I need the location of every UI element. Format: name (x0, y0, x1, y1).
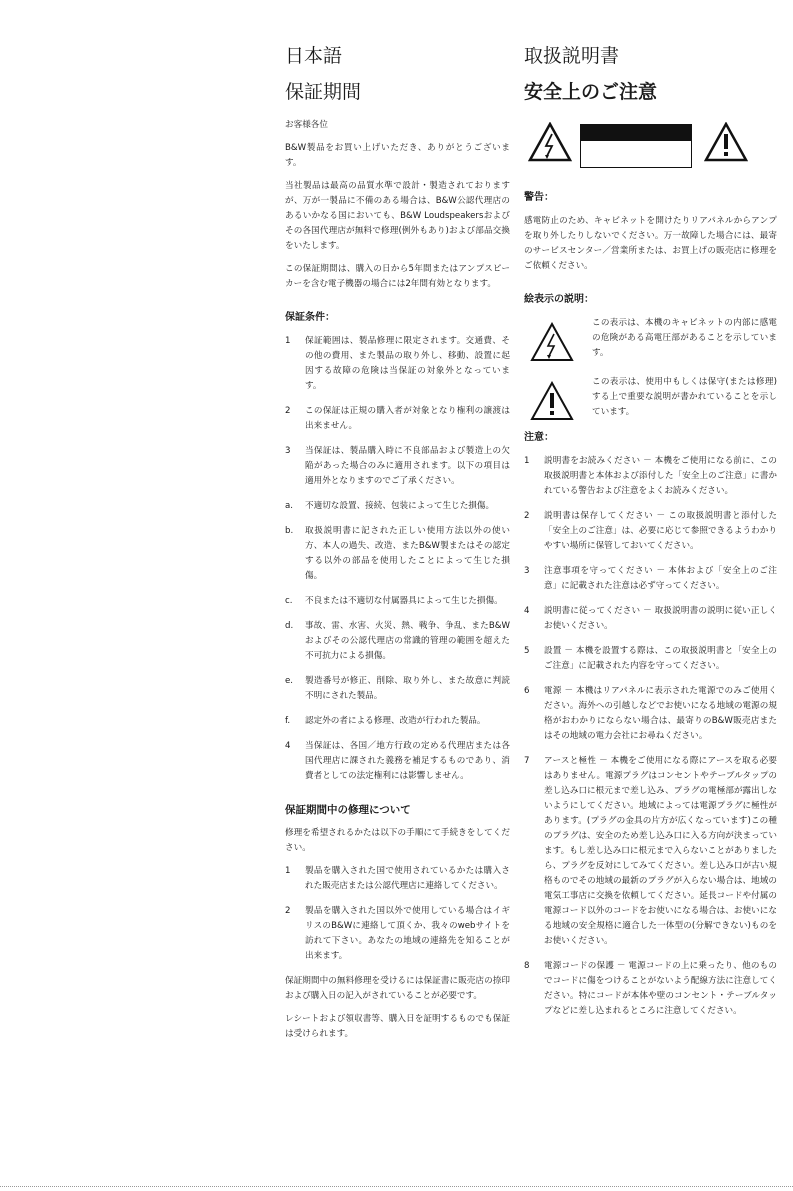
caution-item (524, 684, 777, 744)
repair-list (285, 864, 510, 964)
caution-item-number: 2 (524, 511, 530, 521)
caution-item-text: 電源コードの保護 － 電源コードの上に乗ったり、他のものでコードに傷をつけることがないよう配線方法に注意してください。特にコードが本体や壁のコンセント・テーブルタップなどに差し込まれるところに注意してください。 (544, 961, 777, 1016)
caution-item (524, 959, 777, 1019)
left-column (285, 44, 510, 1050)
caution-list (524, 454, 777, 1019)
condition-item-text: この保証は正規の購入者が対象となり権利の譲渡は出来ません。 (305, 406, 510, 431)
caution-item (524, 454, 777, 499)
condition-item (285, 524, 510, 584)
condition-item-text: 取扱説明書に記された正しい使用方法以外の使い方、本人の過失、改造、またB&W製またはその認定する以外の部品を使用したことによって生じた損傷。 (305, 526, 510, 581)
caution-item (524, 509, 777, 554)
repair-note-1: 保証期間中の無料修理を受けるには保証書に販売店の捺印および購入日の記入がされていることが必要です。 (285, 976, 510, 1001)
caution-item-text: 説明書に従ってください － 取扱説明書の説明に従い正しくお使いください。 (544, 606, 777, 631)
safety-title: 安全上のご注意 (524, 81, 658, 103)
exclamation-warning-icon (704, 122, 748, 166)
repair-item-text: 製品を購入された国以外で使用している場合はイギリスのB&Wに連絡して頂くか、我々のwebサイトを訪れて下さい。あなたの地域の連絡先を知ることが出来ます。 (305, 906, 510, 961)
symbol-bolt-row (524, 316, 777, 361)
page-footer-rule (0, 1185, 793, 1187)
caution-item-text: 説明書をお読みください － 本機をご使用になる前に、この取扱説明書と本体および添付した「安全上のご注意」に書かれている警告および注意をよくお読みください。 (544, 456, 777, 496)
period-paragraph: この保証期間は、購入の日から5年間またはアンプスピーカーを含む電子機器の場合には2年間有効となります。 (285, 264, 510, 289)
caution-item-text: 電源 － 本機はリアパネルに表示された電源でのみご使用ください。海外への引越しなどでお使いになる地域の電源の規格がおわかりにならない場合は、最寄りのB&W販売店またはその地域の電力会社にお尋ねください。 (544, 686, 777, 741)
caution-item-text: 注意事項を守ってください － 本体および「安全上のご注意」に記載された注意は必ず守ってください。 (544, 566, 777, 591)
exclamation-symbol-icon (530, 381, 574, 425)
caution-item (524, 604, 777, 634)
greeting: お客様各位 (285, 120, 328, 130)
lightning-symbol-icon (530, 322, 574, 366)
condition-item-text: 不適切な設置、接続、包装によって生じた損傷。 (305, 501, 495, 511)
condition-item (285, 739, 510, 784)
condition-item-number: 2 (285, 406, 291, 416)
condition-item-text: 保証範囲は、製品修理に限定されます。交通費、その他の費用、また製品の取り外し、移動、設置に起因する故障の危険は当保証の対象外となっています。 (305, 336, 510, 391)
repair-intro: 修理を希望されるかたは以下の手順にて手続きをしてください。 (285, 828, 510, 853)
warranty-title: 保証期間 (285, 81, 362, 103)
condition-item-number: b. (285, 526, 294, 536)
repair-item-text: 製品を購入された国で使用されているかたは購入された販売店または公認代理店に連絡してください。 (305, 866, 510, 891)
caution-item (524, 644, 777, 674)
symbol-excl-row (524, 375, 777, 420)
caution-item-text: 設置 － 本機を設置する際は、この取扱説明書と「安全上のご注意」に記載された内容を守ってください。 (544, 646, 777, 671)
repair-item (285, 864, 510, 894)
warning-text: 感電防止のため、キャビネットを開けたりリアパネルからアンプを取り外したりしないでください。万一故障した場合には、最寄のサービスセンター／営業所または、お買上げの販売店に修理をご依頼ください。 (524, 216, 777, 271)
repair-note-2: レシートおよび領収書等、購入日を証明するものでも保証は受けられます。 (285, 1014, 510, 1039)
caution-item (524, 754, 777, 949)
caution-item-number: 4 (524, 606, 530, 616)
condition-item (285, 674, 510, 704)
warning-graphic (524, 118, 777, 180)
caution-item-number: 8 (524, 961, 530, 971)
caution-item-number: 6 (524, 686, 530, 696)
intro-paragraph: 当社製品は最高の品質水準で設計・製造されておりますが、万が一製品に不備のある場合は、B&W公認代理店のあるいかなる国においても、B&W Loudspeakersおよびその各国代理店が無料で修理(例外もあり)および部品交換をいたします。 (285, 181, 510, 251)
lightning-warning-icon (528, 122, 572, 166)
condition-item-text: 製造番号が修正、削除、取り外し、また故意に判読不明にされた製品。 (305, 676, 510, 701)
condition-item (285, 594, 510, 609)
symbol-bolt-text: この表示は、本機のキャビネットの内部に感電の危険がある高電圧部があることを示しています。 (592, 318, 777, 358)
caution-label-bar (581, 125, 691, 141)
caution-item-number: 7 (524, 756, 530, 766)
condition-item-number: e. (285, 676, 294, 686)
condition-item (285, 714, 510, 729)
caution-label-box (580, 124, 692, 168)
caution-item-number: 1 (524, 456, 530, 466)
caution-label: 注意： (524, 432, 554, 443)
condition-item (285, 444, 510, 489)
conditions-list (285, 334, 510, 784)
condition-item-number: 4 (285, 741, 291, 751)
condition-item-number: f. (285, 716, 291, 726)
warning-label: 警告： (524, 192, 554, 203)
repair-item-number: 1 (285, 866, 291, 876)
caution-item-text: アースと極性 － 本機をご使用になる際にアースを取る必要はありません。電源プラグはコンセントやテーブルタップの差し込み口に根元まで差し込み、プラグの電極部が露出しないようにしてください。地域によっては電源プラグに極性があります。(プラグの金具の片方が広くなっています)この種のプラグは、安全のため差し込み口に入る方向が決まっています。もし差し込み口に根元まで入らないことがありましたら、プラグを反対にしてみてください。差し込み口が古い規格ものでその地域の最新のプラグが入らない場合は、地域の電気工事店に交換を依頼してください。延長コードや付属の電源コード以外のコードをお使いになる場合は、お使いになる地域の安全規格に適合した一体型の(分解できない)ものをお使いください。 (544, 756, 777, 946)
caution-item-number: 5 (524, 646, 530, 656)
repair-item-number: 2 (285, 906, 291, 916)
condition-item (285, 499, 510, 514)
condition-item-text: 当保証は、製品購入時に不良部品および製造上の欠陥があった場合のみに適用されます。以下の項目は適用外となりますのでご了承ください。 (305, 446, 510, 486)
condition-item-number: d. (285, 621, 294, 631)
condition-item-number: a. (285, 501, 293, 511)
symbol-excl-text: この表示は、使用中もしくは保守(または修理)する上で重要な説明が書かれていることを示しています。 (592, 377, 777, 417)
condition-item-text: 認定外の者による修理、改造が行われた製品。 (305, 716, 486, 726)
caution-item (524, 564, 777, 594)
language-title: 日本語 (285, 45, 343, 67)
conditions-title: 保証条件： (285, 312, 335, 323)
caution-item-number: 3 (524, 566, 530, 576)
condition-item-text: 当保証は、各国／地方行政の定める代理店または各国代理店に課された義務を補足するものであり、消費者としての法定権利には影響しません。 (305, 741, 510, 781)
condition-item-text: 不良または不適切な付属器具によって生じた損傷。 (305, 596, 503, 606)
condition-item (285, 334, 510, 394)
condition-item (285, 619, 510, 664)
condition-item-text: 事故、雷、水害、火災、熱、戦争、争乱、またB&Wおよびその公認代理店の常識的管理の範囲を超えた不可抗力による損傷。 (305, 621, 510, 661)
condition-item-number: 3 (285, 446, 291, 456)
repair-title: 保証期間中の修理について (285, 804, 411, 816)
condition-item (285, 404, 510, 434)
manual-title: 取扱説明書 (524, 45, 620, 67)
condition-item-number: 1 (285, 336, 291, 346)
condition-item-number: c. (285, 596, 293, 606)
thanks-paragraph: B&W製品をお買い上げいただき、ありがとうございます。 (285, 143, 510, 168)
right-column (524, 44, 777, 1029)
caution-item-text: 説明書は保存してください － この取扱説明書と添付した「安全上のご注意」は、必要に応じて参照できるようわかりやすい場所に保管しておいてください。 (544, 511, 777, 551)
symbols-title: 絵表示の説明： (524, 294, 594, 305)
repair-item (285, 904, 510, 964)
